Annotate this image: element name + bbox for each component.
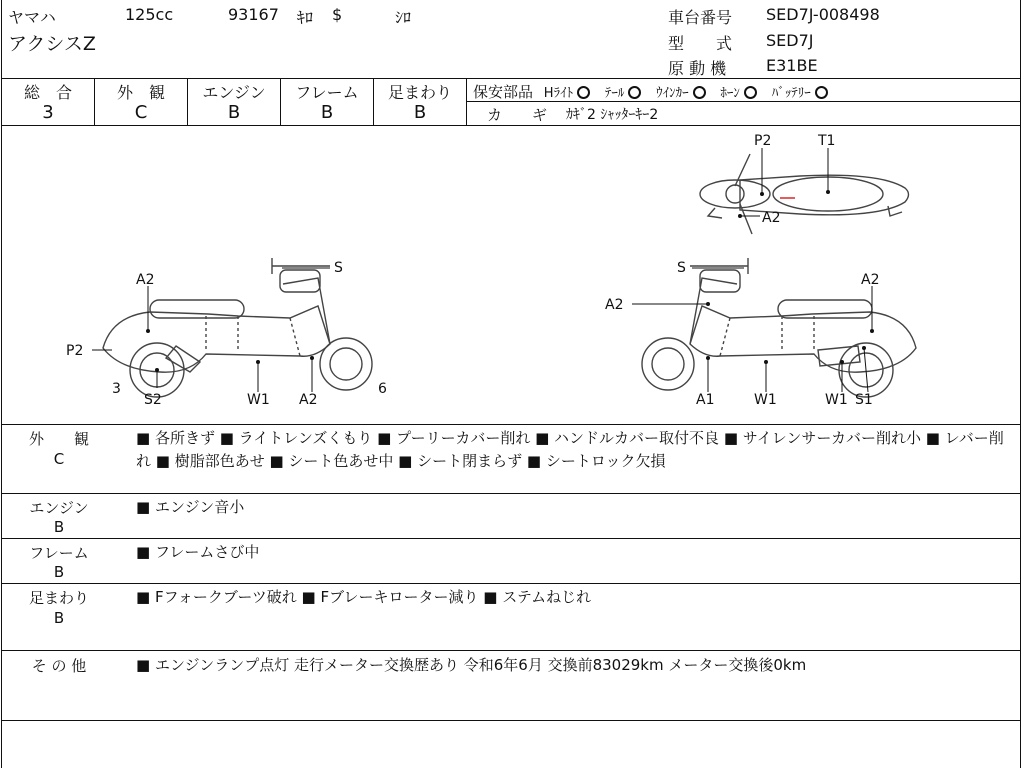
grade-suspension-label: 足まわり bbox=[387, 83, 452, 102]
rule bbox=[466, 78, 467, 125]
key-value: ｶｷﾞ2 ｼｬｯﾀｰｷｰ2 bbox=[566, 107, 659, 123]
grade-engine-value: B bbox=[227, 102, 241, 123]
label-left-a2-bottom: A2 bbox=[299, 392, 318, 408]
grade-exterior-label: 外 観 bbox=[116, 83, 165, 102]
label-right-s1: S1 bbox=[855, 392, 873, 408]
scooter-top-view bbox=[700, 154, 909, 234]
label-top-t1: T1 bbox=[818, 133, 836, 149]
label-right-a1: A1 bbox=[696, 392, 715, 408]
rule bbox=[1, 493, 1021, 494]
grade-frame-value: B bbox=[320, 102, 334, 123]
remark-exterior-text: ■ 各所きず ■ ライトレンズくもり ■ プーリーカバー削れ ■ ハンドルカバー取付不良 ■ サイレンサーカバー削れ小 ■ レバー削れ ■ 樹脂部色あせ ■ シート色あせ中 ■ シート閉まらず ■ シートロック欠損 bbox=[136, 429, 1004, 470]
frame-no-label: 車台番号 bbox=[668, 8, 733, 27]
label-left-w1: W1 bbox=[247, 392, 270, 408]
mileage-mark: $ bbox=[332, 5, 343, 24]
frame-no: SED7J-008498 bbox=[766, 5, 880, 24]
label-left-s2: S2 bbox=[144, 392, 162, 408]
remark-frame-text: ■ フレームさび中 bbox=[136, 543, 260, 561]
grade-overall-label: 総 合 bbox=[23, 83, 72, 102]
label-left-3: 3 bbox=[112, 381, 121, 397]
engine-value: E31BE bbox=[766, 56, 818, 75]
remark-suspension-grade: B bbox=[53, 609, 65, 627]
type-label: 型 式 bbox=[668, 34, 733, 53]
rule bbox=[1, 720, 1021, 721]
remark-other-text: ■ エンジンランプ点灯 走行メーター交換歴あり 令和6年6月 交換前83029km メーター交換後0km bbox=[136, 656, 807, 674]
grade-suspension-value: B bbox=[413, 102, 427, 123]
ok-circle-icon bbox=[815, 86, 828, 99]
label-right-s: S bbox=[677, 260, 686, 276]
label-left-p2: P2 bbox=[66, 343, 84, 359]
color: ｼﾛ bbox=[395, 8, 412, 27]
label-right-a2-left: A2 bbox=[605, 297, 624, 313]
safety-item-horn: ﾎｰﾝ bbox=[720, 86, 740, 101]
ok-circle-icon bbox=[628, 86, 641, 99]
remark-exterior-title: 外 観 bbox=[28, 430, 89, 448]
remark-frame-title: フレーム bbox=[29, 544, 89, 562]
remark-engine-title: エンジン bbox=[29, 499, 89, 517]
rule bbox=[1, 538, 1021, 539]
displacement: 125cc bbox=[125, 5, 174, 24]
label-left-6: 6 bbox=[378, 381, 387, 397]
safety-item-battery: ﾊﾞｯﾃﾘｰ bbox=[771, 86, 811, 101]
rule bbox=[1, 78, 1021, 79]
label-right-w1a: W1 bbox=[754, 392, 777, 408]
frame-right bbox=[1020, 0, 1021, 768]
label-top-a2: A2 bbox=[762, 210, 781, 226]
ok-circle-icon bbox=[744, 86, 757, 99]
rule bbox=[1, 424, 1021, 425]
remark-suspension-title: 足まわり bbox=[28, 589, 89, 607]
remark-other-title: そ の 他 bbox=[31, 657, 87, 675]
rule bbox=[1, 583, 1021, 584]
label-right-w1b: W1 bbox=[825, 392, 848, 408]
safety-item-headlight: Hﾗｲﾄ bbox=[543, 86, 574, 101]
safety-label: 保安部品 bbox=[473, 83, 534, 101]
label-left-a2-top: A2 bbox=[136, 272, 155, 288]
safety-row bbox=[473, 81, 838, 102]
rule bbox=[1, 650, 1021, 651]
damage-diagram bbox=[0, 126, 1020, 424]
safety-item-winker: ｳｲﾝｶｰ bbox=[656, 86, 689, 101]
grade-overall-value: 3 bbox=[42, 102, 54, 123]
label-top-p2: P2 bbox=[754, 133, 772, 149]
remark-exterior-grade: C bbox=[53, 450, 65, 468]
ok-circle-icon bbox=[693, 86, 706, 99]
remark-suspension-text: ■ Fフォークブーツ破れ ■ Fブレーキローター減り ■ ステムねじれ bbox=[136, 588, 592, 606]
model-name: アクシスZ bbox=[8, 33, 96, 55]
maker: ヤマハ bbox=[8, 8, 56, 27]
type-value: SED7J bbox=[766, 31, 814, 50]
label-left-s: S bbox=[334, 260, 343, 276]
safety-item-taillight: ﾃｰﾙ bbox=[604, 86, 625, 101]
remark-engine-text: ■ エンジン音小 bbox=[136, 498, 245, 516]
grade-engine-label: エンジン bbox=[202, 83, 266, 102]
mileage-unit: ｷﾛ bbox=[297, 8, 314, 27]
remark-frame-grade: B bbox=[53, 563, 65, 581]
grade-frame-label: フレーム bbox=[295, 83, 359, 102]
grade-exterior-value: C bbox=[134, 102, 148, 123]
key-label: カ ギ bbox=[487, 106, 548, 124]
ok-circle-icon bbox=[577, 86, 590, 99]
label-right-a2-right: A2 bbox=[861, 272, 880, 288]
engine-label: 原 動 機 bbox=[668, 59, 727, 78]
mileage: 93167 bbox=[228, 5, 279, 24]
remark-engine-grade: B bbox=[53, 518, 65, 536]
